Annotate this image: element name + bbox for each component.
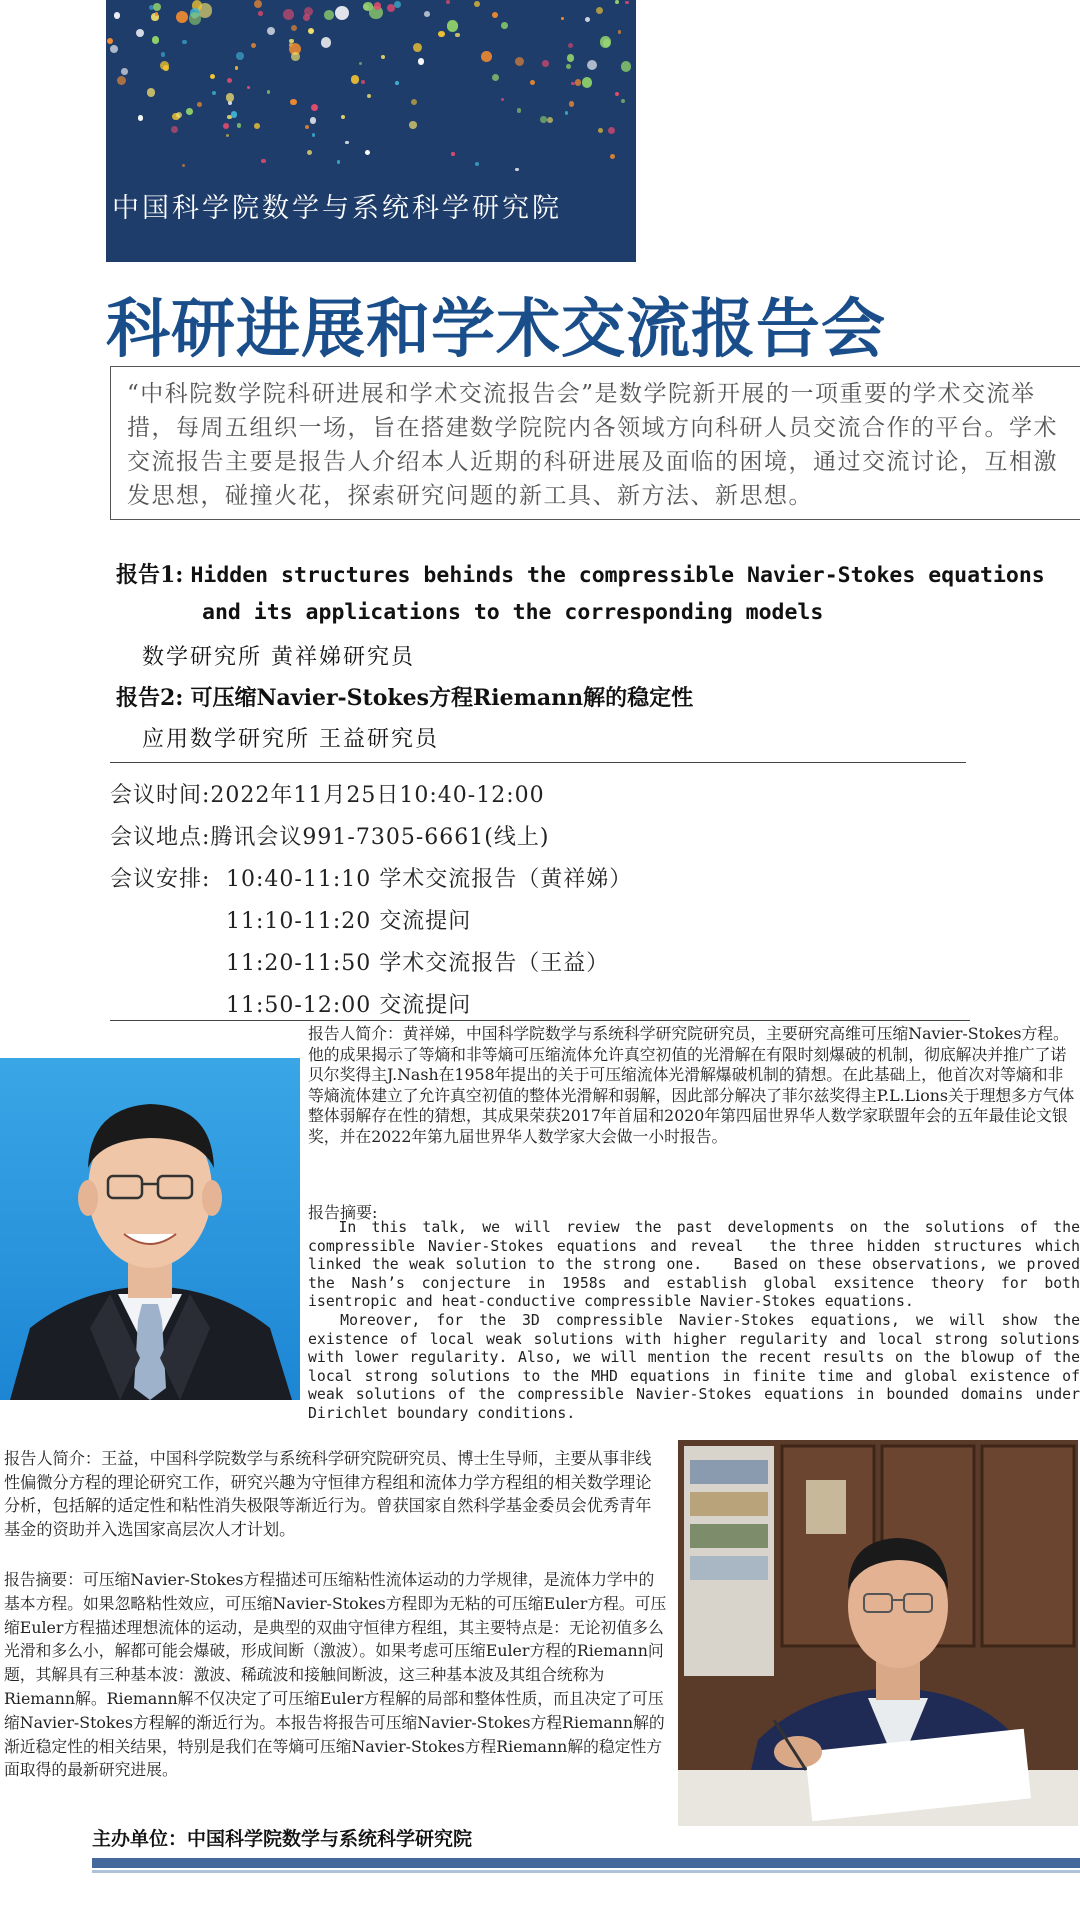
banner-dot: [451, 152, 454, 155]
banner-dot: [155, 12, 158, 15]
banner-dot: [618, 30, 622, 34]
banner-dot: [567, 54, 574, 61]
page-title: 科研进展和学术交流报告会: [106, 293, 886, 367]
banner-dot: [176, 11, 189, 24]
banner-dot: [481, 51, 492, 62]
banner-dot: [418, 58, 424, 64]
banner-dot: [153, 3, 161, 11]
banner-dot: [367, 94, 371, 98]
banner-dot: [121, 68, 127, 74]
host-organizer: 主办单位：中国科学院数学与系统科学研究院: [92, 1828, 473, 1850]
banner-dot: [568, 43, 573, 48]
banner-dot: [474, 1, 480, 7]
banner-dot: [160, 61, 169, 70]
speaker2-abstract: 报告摘要：可压缩Navier-Stokes方程描述可压缩粘性流体运动的力学规律，是流体力学中的基本方程。如果忽略粘性效应，可压缩Navier-Stokes方程即为无粘的可压缩Euler方程。可压缩Euler方程描述理想流体的运动，是典型的双曲守恒律方程组，其主要特点是：无论初值多么光滑和多么小，解都可能会爆破，形成间断（激波）。如果考虑可压缩Euler方程的Riemann问题，其解具有三种基本波：激波、稀疏波和接触间断波，这三种基本波及其组合统称为Riemann解。Riemann解不仅决定了可压缩Euler方程解的局部和整体性质，而且决定了可压缩Navier-Stokes方程解的渐近行为。本报告将报告可压缩Navier-Stokes方程Riemann解的渐近稳定性的相关结果，特别是我们在等熵可压缩Navier-Stokes方程Riemann解的稳定性方面取得的最新研究进展。: [4, 1570, 667, 1780]
banner-dot: [575, 79, 582, 86]
banner-dot: [311, 104, 318, 111]
divider: [110, 762, 966, 763]
banner-dot: [501, 98, 505, 102]
banner-dot: [411, 99, 417, 105]
banner-dot: [186, 108, 193, 115]
banner-dot: [267, 90, 270, 93]
banner-dot: [596, 7, 603, 14]
banner-dot: [615, 0, 619, 4]
banner-dot: [231, 111, 237, 117]
banner-dot: [283, 9, 294, 20]
banner-dot: [110, 45, 118, 53]
banner-dot: [258, 11, 262, 15]
banner-dot: [345, 141, 348, 144]
banner-dot: [291, 25, 297, 31]
banner-dot: [236, 52, 244, 60]
banner-dot: [114, 12, 121, 19]
banner-dot: [381, 55, 385, 59]
meeting-time: 会议时间:2022年11月25日10:40-12:00: [110, 783, 545, 808]
divider: [110, 1020, 970, 1021]
banner-dot: [117, 76, 126, 85]
banner-dot: [424, 11, 430, 17]
speaker1-photo: [0, 1058, 300, 1400]
schedule-item: 11:50-12:00 交流提问: [226, 993, 472, 1018]
banner-dot: [395, 81, 399, 85]
banner-dot: [501, 22, 508, 29]
banner-dot: [254, 123, 260, 129]
banner-dot: [621, 99, 625, 103]
banner-dot: [394, 1, 401, 8]
banner-dot: [237, 123, 241, 127]
banner-dot: [608, 127, 615, 134]
meeting-place: 会议地点:腾讯会议991-7305-6661(线上): [110, 825, 550, 850]
banner-dot: [176, 112, 182, 118]
banner-dot: [587, 60, 597, 70]
banner-dot: [290, 99, 296, 105]
speaker1-abstract-label: 报告摘要:: [308, 1203, 378, 1222]
speaker2-bio: 报告人简介：王益，中国科学院数学与系统科学研究院研究员、博士生导师，主要从事非线性偏微分方程的理论研究工作，研究兴趣为守恒律方程组和流体力学方程组的相关数学理论分析，包括解的适定性和粘性消失极限等渐近行为。曾获国家自然科学基金委员会优秀青年基金的资助并入选国家高层次人才计划。: [4, 1449, 652, 1539]
banner-dot: [447, 20, 459, 32]
intro-text: “中科院数学院科研进展和学术交流报告会”是数学院新开展的一项重要的学术交流举措，每周五组织一场，旨在搭建数学院院内各领域方向科研人员交流合作的平台。学术交流报告主要是报告人介绍本人近期的科研进展及面临的困境，通过交流讨论，互相激发思想，碰撞火花，探索研究问题的新工具、新方法、新思想。: [127, 381, 1058, 509]
banner-dot: [542, 60, 549, 67]
banner-dot: [303, 14, 310, 21]
banner-dot: [107, 38, 113, 44]
banner-dot: [267, 27, 275, 35]
banner-dot: [305, 125, 309, 129]
banner-dot: [227, 78, 232, 83]
banner-dot: [585, 17, 590, 22]
banner-dot: [210, 74, 215, 79]
schedule-item: 11:10-11:20 交流提问: [226, 909, 472, 934]
banner-dot: [223, 123, 229, 129]
intro-box: [110, 366, 1080, 520]
banner-dot: [212, 91, 216, 95]
banner-dot: [517, 108, 522, 113]
banner-dot: [387, 4, 395, 12]
banner-institute-name: 中国科学院数学与系统科学研究院: [112, 193, 562, 224]
banner-dot: [226, 93, 235, 102]
schedule-item: 10:40-11:10 学术交流报告（黄祥娣）: [226, 867, 633, 892]
talk2-speaker: 应用数学研究所 王益研究员: [142, 727, 439, 752]
banner-dot: [152, 36, 159, 43]
banner-dot: [492, 12, 498, 18]
banner-dot: [171, 126, 178, 133]
speaker1-portrait-illustration: [0, 1058, 300, 1400]
banner-dot: [351, 75, 359, 83]
talk1-title-text: Hidden structures behinds the compressible Navier-Stokes equations: [190, 563, 1045, 588]
banner-dot: [321, 37, 332, 48]
banner-dot: [161, 52, 166, 57]
meeting-schedule-label: 会议安排:: [110, 867, 211, 892]
banner-dot: [492, 74, 499, 81]
banner-dot: [291, 52, 300, 61]
banner-dot: [540, 116, 546, 122]
speaker1-abstract: In this talk, we will review the past developments on the solutions of the compressible Navier-Stokes equations and reveal the three hidden structures which linked the weak solution to the strong one. Based on these observations, we proved the Nash’s conjecture in 1958s and establish global exsitence theory for both isentropic and heat-conductive compressible Navier-Stokes equations. Moreover, for the 3D compressible Navier-Stokes equations, we will show the existence of local weak solutions with higher regularity and local strong solutions with lower regularity. Also, we will mention the recent results on the blowup of the local strong solutions to the MHD equations in finite time and global existence of weak solutions of the compressible Navier-Stokes equations in bounded domains under Dirichlet boundary conditions.: [308, 1219, 1080, 1422]
speaker2-portrait-illustration: [678, 1440, 1078, 1826]
banner-dot: [335, 6, 349, 20]
banner-dot: [438, 31, 445, 38]
banner-dot: [610, 154, 615, 159]
banner-dot: [561, 17, 564, 20]
banner-dot: [361, 80, 365, 84]
banner-dot: [615, 92, 620, 97]
banner-dot: [455, 33, 460, 38]
schedule-item: 11:20-11:50 学术交流报告（王益）: [226, 951, 610, 976]
banner-dot: [547, 117, 553, 123]
banner-dot: [409, 121, 417, 129]
banner-dot: [530, 80, 535, 85]
banner-dot: [136, 29, 144, 37]
footer-bar-accent: [92, 1870, 1080, 1873]
speaker1-bio: 报告人简介：黄祥娣，中国科学院数学与系统科学研究院研究员，主要研究高维可压缩Navier-Stokes方程。他的成果揭示了等熵和非等熵可压缩流体允许真空初值的光滑解在有限时刻爆破的机制，彻底解决并推广了诺贝尔奖得主J.Nash在1958年提出的关于可压缩流体光滑解爆破机制的猜想。在此基础上，他首次对等熵和非等熵流体建立了允许真空初值的整体光滑解和弱解，因此部分解决了菲尔兹奖得主P.L.Lions关于理想多方气体整体弱解存在性的猜想，其成果荣获2017年首届和2020年第四届世界华人数学家联盟年会的五年最佳论文银奖，并在2022年第九届世界华人数学家大会做一小时报告。: [308, 1024, 1075, 1146]
banner-dot: [566, 64, 571, 69]
banner-dot: [565, 111, 568, 114]
banner-dot: [475, 162, 479, 166]
banner-dot: [189, 12, 201, 24]
talk1-speaker: 数学研究所 黄祥娣研究员: [142, 645, 415, 670]
talk1-label: 报告1:: [116, 562, 184, 588]
banner-dot: [147, 88, 156, 97]
banner-dot: [600, 36, 612, 48]
banner-dot: [446, 0, 449, 3]
speaker2-photo: [678, 1440, 1078, 1826]
talk1-title-line2: and its applications to the corresponding models: [202, 600, 824, 625]
banner-dot: [308, 28, 314, 34]
footer-bar: [92, 1858, 1080, 1868]
banner-dot: [226, 134, 230, 138]
banner-dot: [515, 168, 518, 171]
banner-dot: [182, 164, 185, 167]
banner-dot: [247, 86, 250, 89]
banner-dot: [251, 43, 256, 48]
banner-dot: [515, 57, 524, 66]
banner-dot: [310, 117, 317, 124]
banner-dot: [197, 102, 202, 107]
talk2-title-text: 可压缩Navier-Stokes方程Riemann解的稳定性: [190, 685, 694, 711]
banner-dot: [324, 10, 334, 20]
banner-dot: [413, 43, 422, 52]
banner-dot: [582, 77, 592, 87]
banner-dot: [359, 62, 362, 65]
banner-dot: [182, 40, 186, 44]
banner-dot: [625, 1, 628, 4]
banner-dot: [337, 160, 340, 163]
banner-dot: [307, 150, 312, 155]
banner-dot: [254, 0, 262, 8]
banner-dot: [598, 128, 603, 133]
banner-dot: [228, 101, 232, 105]
banner-dot: [312, 133, 316, 137]
banner-dot: [374, 2, 382, 10]
banner-dot: [571, 82, 575, 86]
header-banner: [106, 0, 636, 262]
talk2-title: [116, 681, 693, 712]
talk2-label: 报告2:: [116, 685, 184, 711]
banner-dot: [569, 101, 574, 106]
banner-dot: [138, 115, 143, 120]
banner-dot: [365, 150, 370, 155]
banner-dot: [341, 115, 346, 120]
banner-dot: [261, 159, 265, 163]
talk1-title-line1: [116, 558, 1045, 589]
banner-dot: [621, 61, 631, 71]
banner-dot: [235, 66, 239, 70]
